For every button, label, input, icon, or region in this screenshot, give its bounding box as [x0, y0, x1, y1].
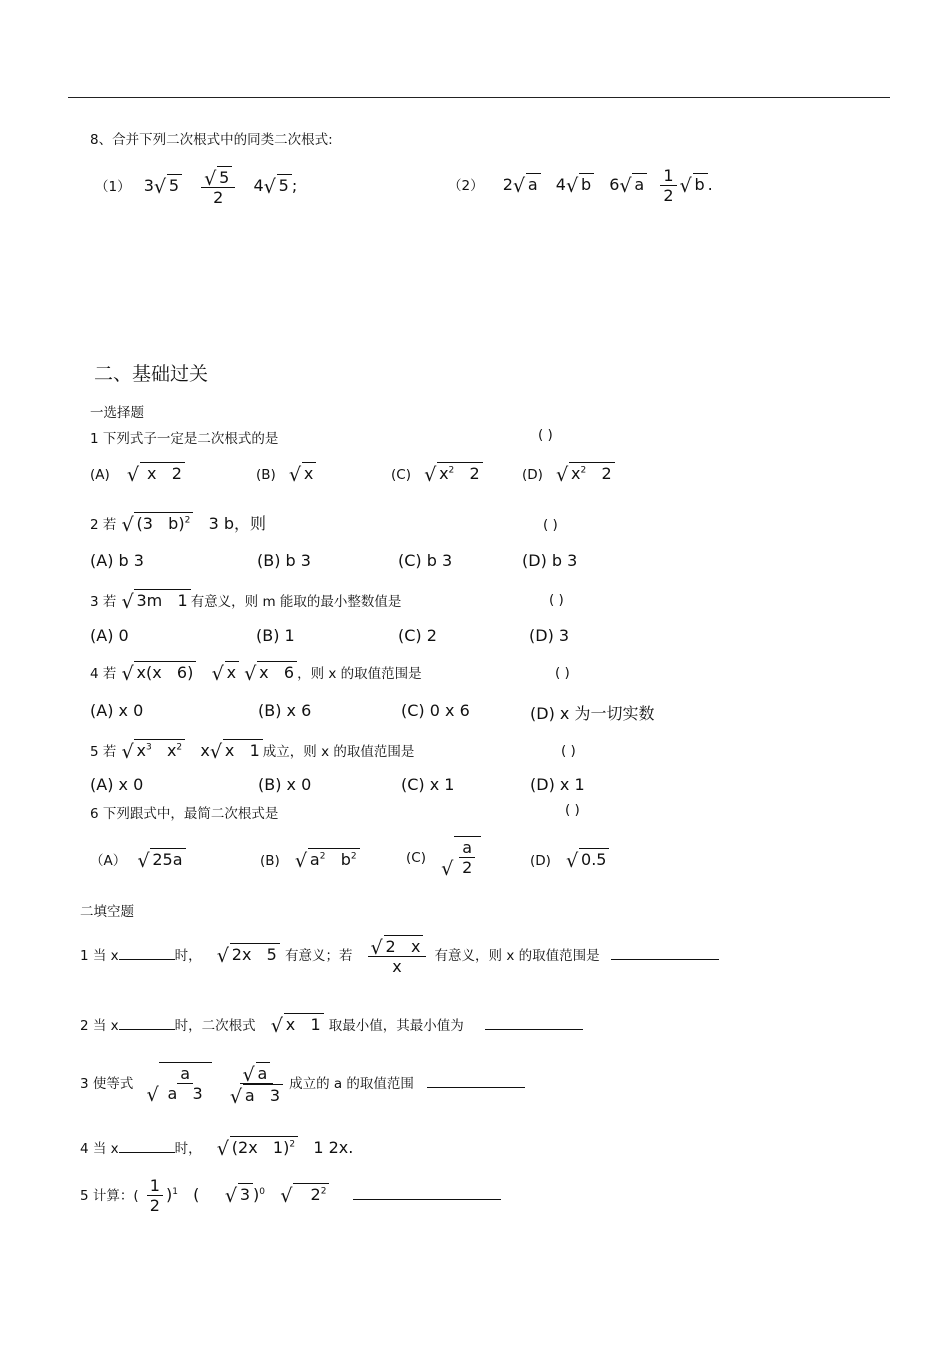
q3-paren: ( ) — [549, 592, 564, 608]
q2-option-b[interactable]: (B) b 3 — [257, 551, 311, 570]
q4-option-a[interactable]: (A) x 0 — [90, 701, 144, 720]
q3-option-d[interactable]: (D) 3 — [529, 626, 570, 645]
section-heading: 二、基础过关 — [94, 363, 209, 385]
q5-paren: ( ) — [561, 743, 576, 759]
q2-option-a[interactable]: (A) b 3 — [90, 551, 144, 570]
q8-part2: （2） 2√ a 4√ b 6√ a $\frac{1}{2}$ √ b . — [448, 166, 713, 205]
q2-option-d[interactable]: (D) b 3 — [522, 551, 578, 570]
q4-stem: 4 若 √ x(x 6) √ x √ x 6 ，则 x 的取值范围是 — [90, 661, 422, 682]
fill-heading: 二填空题 — [80, 904, 134, 920]
q1-option-c[interactable]: (C) √ $x^2$ 2 — [391, 462, 483, 483]
fill-4: 4 当 x 时， √ (2x 1)$^2$ 1 2x. — [80, 1136, 353, 1157]
q8-part1-label: （1） — [95, 179, 131, 196]
q5-option-b[interactable]: (B) x 0 — [258, 775, 312, 794]
q5-option-c[interactable]: (C) x 1 — [401, 775, 455, 794]
q2-paren: ( ) — [543, 517, 558, 533]
q5-option-a[interactable]: (A) x 0 — [90, 775, 144, 794]
q1-paren: ( ) — [538, 427, 553, 443]
q5-option-d[interactable]: (D) x 1 — [530, 775, 585, 794]
q1-stem: 1 下列式子一定是二次根式的是 — [90, 431, 279, 447]
q2-option-c[interactable]: (C) b 3 — [398, 551, 453, 570]
q6-option-d[interactable]: (D) √ 0.5 — [530, 848, 609, 869]
header-rule — [68, 97, 890, 98]
q4-paren: ( ) — [555, 665, 570, 681]
q4-option-b[interactable]: (B) x 6 — [258, 701, 312, 720]
q3-option-b[interactable]: (B) 1 — [256, 626, 295, 645]
q3-stem: 3 若 √ 3m 1 有意义，则 m 能取的最小整数值是 — [90, 589, 401, 610]
q2-stem: 2 若 √ (3 b)$^2$ 3 b，则 — [90, 511, 266, 534]
q1-option-b[interactable]: (B) √ x — [256, 462, 316, 483]
q8-part2-label: （2） — [448, 178, 484, 195]
q3-option-c[interactable]: (C) 2 — [398, 626, 437, 645]
fill-2: 2 当 x 时，二次根式 √ x 1 取最小值，其最小值为 — [80, 1013, 583, 1034]
q8-title: 8、合并下列二次根式中的同类二次根式: — [90, 132, 333, 148]
q8-part1: （1） 3√ 5 √ $\frac{5}{2}$ 4√ 5 ; — [95, 166, 297, 207]
q4-option-c[interactable]: (C) 0 x 6 — [401, 701, 470, 720]
q5-stem: 5 若 √ $x^3$ $x^2$ x√ x 1 成立，则 x 的取值范围是 — [90, 739, 414, 760]
q6-paren: ( ) — [565, 802, 580, 818]
q1-option-a[interactable]: (A) √ x 2 — [90, 462, 185, 483]
choice-heading: 一选择题 — [90, 405, 144, 421]
q4-option-d[interactable]: (D) x 为一切实数 — [530, 704, 655, 723]
fill-3: 3 使等式 √ $\frac{a}{a 3}$ √ a √ a 3 成立的 a 的取值范围 — [80, 1062, 525, 1105]
fill-5: 5 计算：( $\frac{1}{2}$ )$^1$ ( √ 3 )$^0$ √ $2^2$ — [80, 1176, 501, 1215]
q6-option-a[interactable]: （A） √ 25a — [90, 848, 186, 869]
q6-option-c[interactable]: (C) √ $\frac{a}{2}$ — [406, 836, 481, 877]
fill-1: 1 当 x 时， √ 2x 5 有意义；若 √ $\frac{2 x}{x}$ 有意义，则 x 的取值范围是 — [80, 935, 719, 976]
q3-option-a[interactable]: (A) 0 — [90, 626, 129, 645]
q6-option-b[interactable]: (B) √ $a^2$ $b^2$ — [260, 848, 360, 869]
q1-option-d[interactable]: (D) √ $x^2$ 2 — [522, 462, 615, 483]
q6-stem: 6 下列跟式中，最简二次根式是 — [90, 806, 279, 822]
